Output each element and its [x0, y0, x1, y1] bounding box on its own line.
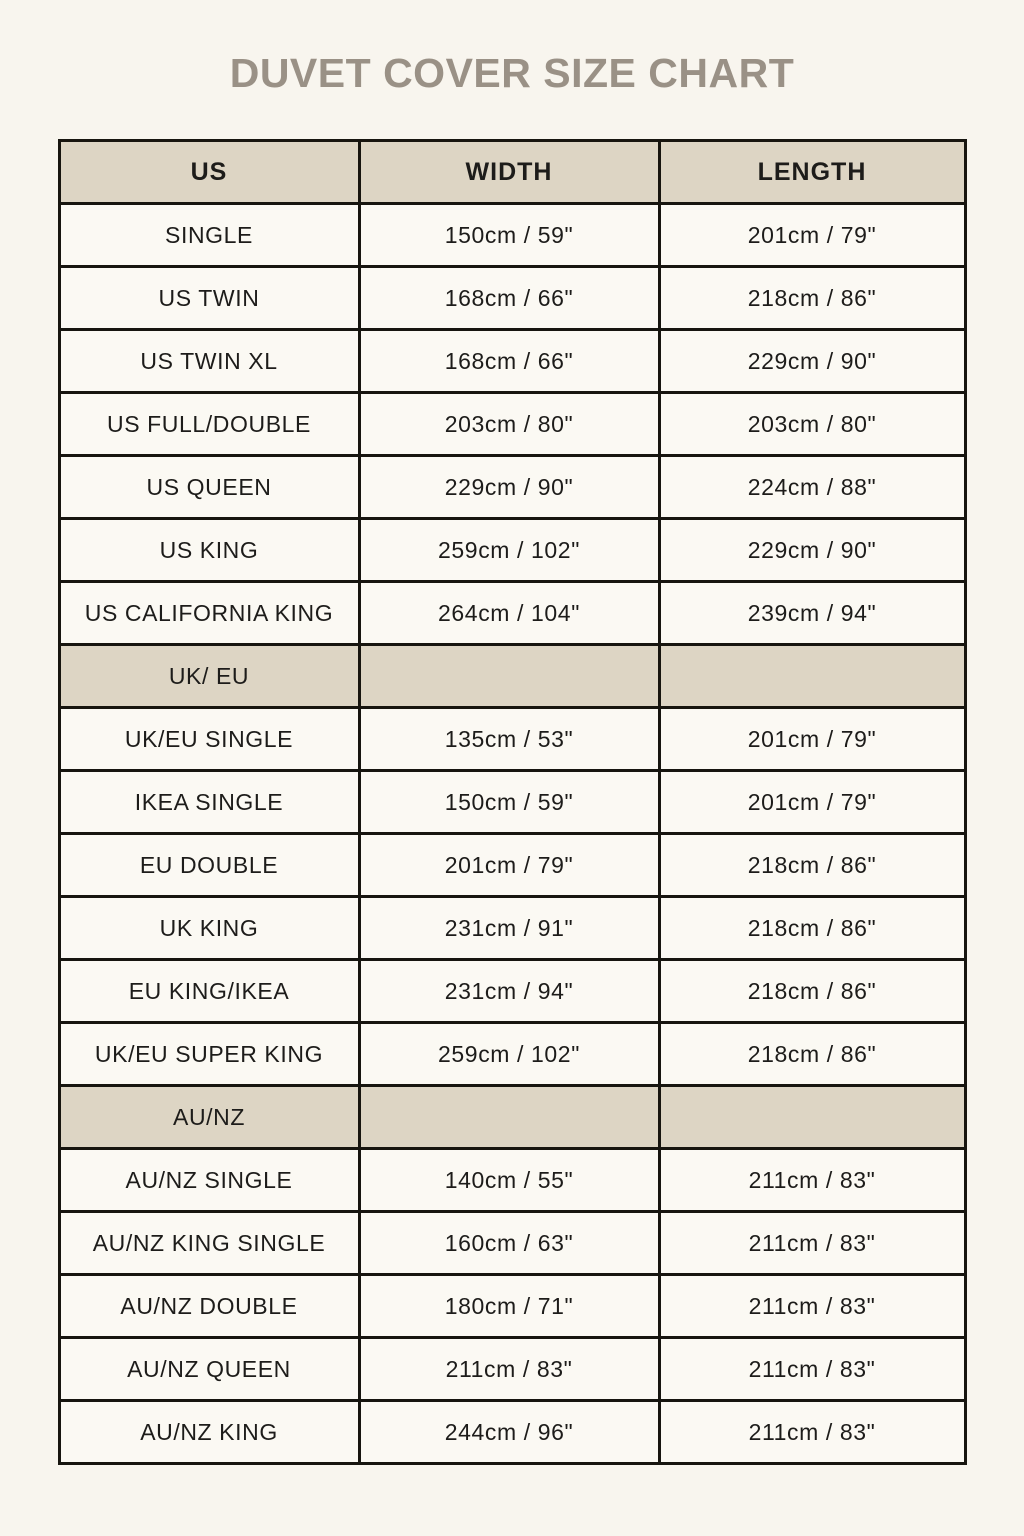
table-row	[59, 519, 965, 582]
table-row	[59, 456, 965, 519]
table-row	[59, 1023, 965, 1086]
size-label-cell: US TWIN	[59, 267, 359, 330]
width-cell: 203cm / 80"	[359, 393, 659, 456]
table-row	[59, 1275, 965, 1338]
table-row	[59, 960, 965, 1023]
length-cell: 218cm / 86"	[659, 960, 965, 1023]
table-row	[59, 267, 965, 330]
width-cell: 231cm / 91"	[359, 897, 659, 960]
width-cell: 244cm / 96"	[359, 1401, 659, 1464]
section-label-cell: UK/ EU	[59, 645, 359, 708]
width-cell: 211cm / 83"	[359, 1338, 659, 1401]
length-cell: 211cm / 83"	[659, 1212, 965, 1275]
table-row	[59, 204, 965, 267]
width-cell: 168cm / 66"	[359, 330, 659, 393]
size-label-cell: US QUEEN	[59, 456, 359, 519]
length-cell: 218cm / 86"	[659, 1023, 965, 1086]
size-label-cell: SINGLE	[59, 204, 359, 267]
table-row	[59, 708, 965, 771]
length-cell: 239cm / 94"	[659, 582, 965, 645]
width-cell: 140cm / 55"	[359, 1149, 659, 1212]
table-row	[59, 1401, 965, 1464]
length-cell: 218cm / 86"	[659, 267, 965, 330]
length-cell: 229cm / 90"	[659, 519, 965, 582]
table-row	[59, 771, 965, 834]
size-label-cell: IKEA SINGLE	[59, 771, 359, 834]
length-cell: 201cm / 79"	[659, 708, 965, 771]
size-label-cell: EU KING/IKEA	[59, 960, 359, 1023]
table-row	[59, 1212, 965, 1275]
size-label-cell: EU DOUBLE	[59, 834, 359, 897]
length-cell: 201cm / 79"	[659, 771, 965, 834]
length-cell: 203cm / 80"	[659, 393, 965, 456]
width-cell: 264cm / 104"	[359, 582, 659, 645]
length-cell: 224cm / 88"	[659, 456, 965, 519]
column-header-us: US	[59, 141, 359, 204]
size-label-cell: UK/EU SINGLE	[59, 708, 359, 771]
length-cell	[659, 1086, 965, 1149]
width-cell: 160cm / 63"	[359, 1212, 659, 1275]
width-cell: 259cm / 102"	[359, 1023, 659, 1086]
header-row	[59, 141, 965, 204]
size-label-cell: AU/NZ KING	[59, 1401, 359, 1464]
width-cell: 180cm / 71"	[359, 1275, 659, 1338]
size-label-cell: UK/EU SUPER KING	[59, 1023, 359, 1086]
page-title: DUVET COVER SIZE CHART	[229, 50, 795, 96]
table-row	[59, 834, 965, 897]
length-cell: 218cm / 86"	[659, 897, 965, 960]
length-cell: 211cm / 83"	[659, 1338, 965, 1401]
length-cell: 211cm / 83"	[659, 1401, 965, 1464]
length-cell: 211cm / 83"	[659, 1149, 965, 1212]
size-label-cell: US CALIFORNIA KING	[59, 582, 359, 645]
section-row-au-nz	[59, 1086, 965, 1149]
size-label-cell: AU/NZ SINGLE	[59, 1149, 359, 1212]
section-row-uk-eu	[59, 645, 965, 708]
size-label-cell: AU/NZ DOUBLE	[59, 1275, 359, 1338]
length-cell: 218cm / 86"	[659, 834, 965, 897]
width-cell: 150cm / 59"	[359, 771, 659, 834]
table-row	[59, 1338, 965, 1401]
table-row	[59, 393, 965, 456]
width-cell: 150cm / 59"	[359, 204, 659, 267]
size-label-cell: US FULL/DOUBLE	[59, 393, 359, 456]
table-row	[59, 330, 965, 393]
size-label-cell: UK KING	[59, 897, 359, 960]
width-cell: 201cm / 79"	[359, 834, 659, 897]
width-cell: 168cm / 66"	[359, 267, 659, 330]
width-cell: 259cm / 102"	[359, 519, 659, 582]
column-header-width: WIDTH	[359, 141, 659, 204]
table-row	[59, 897, 965, 960]
size-label-cell: AU/NZ QUEEN	[59, 1338, 359, 1401]
size-label-cell: US KING	[59, 519, 359, 582]
width-cell: 135cm / 53"	[359, 708, 659, 771]
column-header-length: LENGTH	[659, 141, 965, 204]
section-label-cell: AU/NZ	[59, 1086, 359, 1149]
length-cell: 201cm / 79"	[659, 204, 965, 267]
length-cell: 211cm / 83"	[659, 1275, 965, 1338]
width-cell: 231cm / 94"	[359, 960, 659, 1023]
width-cell: 229cm / 90"	[359, 456, 659, 519]
table-row	[59, 1149, 965, 1212]
width-cell	[359, 645, 659, 708]
size-label-cell: AU/NZ KING SINGLE	[59, 1212, 359, 1275]
length-cell	[659, 645, 965, 708]
table-row	[59, 582, 965, 645]
size-label-cell: US TWIN XL	[59, 330, 359, 393]
width-cell	[359, 1086, 659, 1149]
duvet-size-chart-table	[58, 139, 967, 1465]
length-cell: 229cm / 90"	[659, 330, 965, 393]
